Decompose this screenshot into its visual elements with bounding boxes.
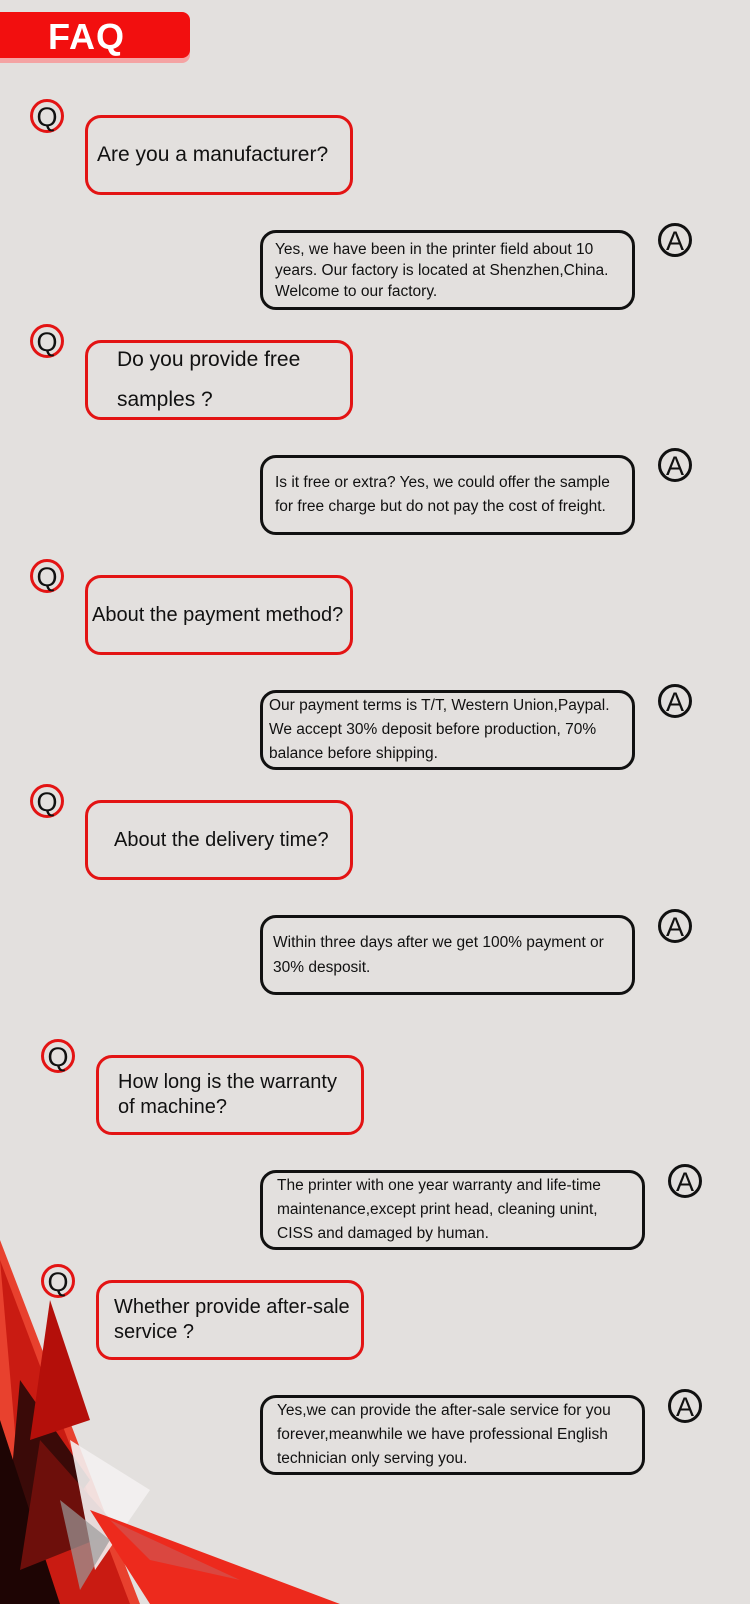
answer-box-3 — [260, 690, 635, 770]
answer-a-icon: A — [668, 1164, 702, 1198]
answer-a-icon: A — [658, 223, 692, 257]
answer-box-4 — [260, 915, 635, 995]
answer-text: Yes,we can provide the after-sale service for you forever,meanwhile we have professional English technician only serving you. — [277, 1402, 611, 1467]
question-q-icon: Q — [30, 559, 64, 593]
question-box-1 — [85, 115, 353, 195]
answer-a-icon: A — [658, 448, 692, 482]
question-text: Are you a manufacturer? — [97, 143, 329, 166]
question-q-icon: Q — [41, 1264, 75, 1298]
page-title: FAQ — [48, 16, 126, 57]
answer-box-5 — [260, 1170, 645, 1250]
answer-text: Yes, we have been in the printer field about 10 years. Our factory is located at Shenzhen,China. Welcome to our factory. — [275, 240, 609, 300]
answer-box-6 — [260, 1395, 645, 1475]
question-text: Whether provide after-sale service ? — [114, 1296, 350, 1343]
question-box-5 — [96, 1055, 364, 1135]
answer-a-icon: A — [658, 909, 692, 943]
question-q-icon: Q — [30, 99, 64, 133]
question-q-icon: Q — [41, 1039, 75, 1073]
question-q-icon: Q — [30, 324, 64, 358]
answer-a-icon: A — [658, 684, 692, 718]
answer-text: Is it free or extra? Yes, we could offer the sample for free charge but do not pay the cost of freight. — [275, 474, 610, 515]
answer-a-icon: A — [668, 1389, 702, 1423]
question-box-2 — [85, 340, 353, 420]
answer-text: Our payment terms is T/T, Western Union,Paypal. We accept 30% deposit before production, 70% balance before shipping. — [269, 697, 610, 762]
question-text: How long is the warranty of machine? — [118, 1071, 337, 1118]
answer-box-2 — [260, 455, 635, 535]
question-box-3 — [85, 575, 353, 655]
faq-header-tab — [0, 12, 190, 58]
question-text: About the payment method? — [92, 604, 344, 626]
answer-box-1 — [260, 230, 635, 310]
answer-text: The printer with one year warranty and life-time maintenance,except print head, cleaning unint, CISS and damaged by human. — [277, 1177, 601, 1242]
question-box-4 — [85, 800, 353, 880]
question-box-6 — [96, 1280, 364, 1360]
question-text: Do you provide free samples ? — [117, 348, 301, 411]
question-q-icon: Q — [30, 784, 64, 818]
answer-text: Within three days after we get 100% payment or 30% desposit. — [273, 934, 604, 976]
question-text: About the delivery time? — [114, 829, 329, 851]
